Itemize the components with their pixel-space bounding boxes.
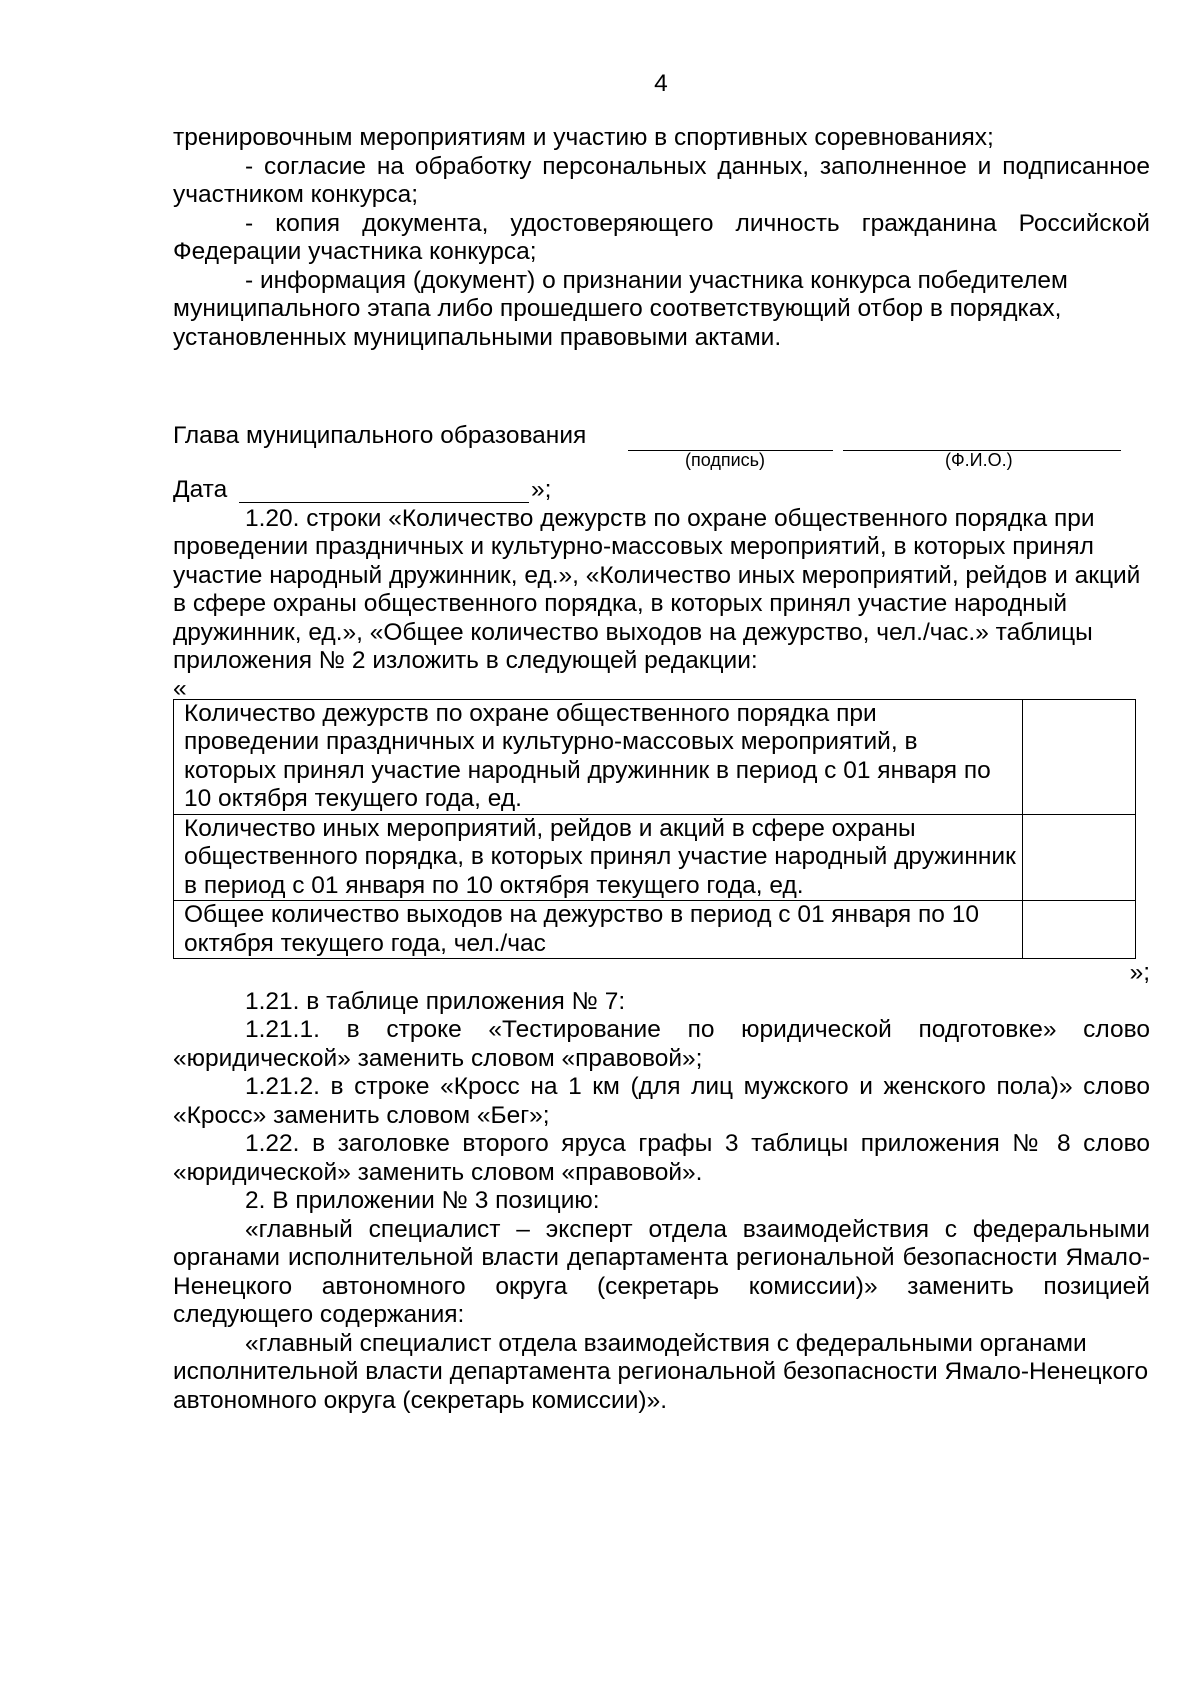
table-cell-label: Количество иных мероприятий, рейдов и акций в сфере охраны общественного порядка, в которых принял участие народный дружинник в период с 01 января по 10 октября текущего года, ед. (174, 814, 1023, 901)
paragraph-bottom-1: 1.21.1. в строке «Тестирование по юридической подготовке» слово «юридической» заменить словом «правовой»; (173, 1016, 1150, 1072)
table-row (174, 699, 1136, 814)
signature-row (173, 422, 1150, 452)
signature-captions (173, 452, 1150, 476)
date-line (239, 502, 529, 503)
page-number: 4 (654, 70, 668, 97)
paragraph-top-1: - согласие на обработку персональных данных, заполненное и подписанное участником конкурса; (173, 152, 1150, 208)
paragraph-bottom-6: «главный специалист отдела взаимодействия с федеральными органами исполнительной власти департамента региональной безопасности Ямало-Ненецкого автономного округа (секретарь комиссии)». (173, 1329, 1149, 1414)
paragraph-bottom-4: 2. В приложении № 3 позицию: (245, 1187, 600, 1214)
table-cell-label: Общее количество выходов на дежурство в период с 01 января по 10 октября текущего года, чел./час (174, 901, 1023, 959)
paragraph-bottom-5: «главный специалист – эксперт отдела взаимодействия с федеральными органами исполнительной власти департамента региональной безопасности Ямало-Ненецкого автономного округа (секретарь комиссии)» заменить позицией следующего содержания: (173, 1215, 1150, 1328)
date-label: Дата (173, 476, 228, 503)
table-cell-value (1023, 814, 1136, 901)
paragraph-bottom-0: 1.21. в таблице приложения № 7: (245, 987, 626, 1015)
values-table (173, 699, 1136, 960)
date-row (173, 476, 1150, 505)
quote-close: »; (1129, 959, 1150, 986)
paragraph-bottom-3: 1.22. в заголовке второго яруса графы 3 таблицы приложения № 8 слово «юридической» заменить словом «правовой». (173, 1130, 1150, 1186)
table-row (174, 814, 1136, 901)
paragraph-top-2: - копия документа, удостоверяющего личность гражданина Российской Федерации участника конкурса; (173, 209, 1150, 265)
paragraph-1-20: 1.20. строки «Количество дежурств по охране общественного порядка при проведении праздничных и культурно-массовых мероприятий, в которых принял участие народный дружинник, ед.», «Количество иных мероприятий, рейдов и акций в сфере охраны общественного порядка, в которых принял участие народный дружинник, ед.», «Общее количество выходов на дежурство, чел./час.» таблицы приложения № 2 изложить в следующей редакции: (173, 504, 1141, 674)
table-cell-value (1023, 901, 1136, 959)
table-cell-label: Количество дежурств по охране общественного порядка при проведении праздничных и культурно-массовых мероприятий, в которых принял участие народный дружинник в период с 01 января по 10 октября текущего года, ед. (174, 699, 1023, 814)
name-caption: (Ф.И.О.) (945, 450, 1013, 470)
paragraph-top-3: - информация (документ) о признании участника конкурса победителем муниципального этапа либо прошедшего соответствующий отбор в порядках, установленных муниципальными правовыми актами. (173, 266, 1068, 351)
quote-open: « (173, 674, 187, 702)
table-cell-value (1023, 699, 1136, 814)
document-body (173, 124, 1150, 1415)
date-suffix: »; (531, 476, 552, 503)
signature-caption: (подпись) (685, 450, 766, 470)
signature-label: Глава муниципального образования (173, 422, 587, 449)
spacer (173, 352, 1150, 422)
table-row (174, 901, 1136, 959)
paragraph-top-0: тренировочным мероприятиям и участию в спортивных соревнованиях; (173, 124, 994, 151)
paragraph-bottom-2: 1.21.2. в строке «Кросс на 1 км (для лиц мужского и женского пола)» слово «Кросс» заменить словом «Бег»; (173, 1073, 1150, 1129)
